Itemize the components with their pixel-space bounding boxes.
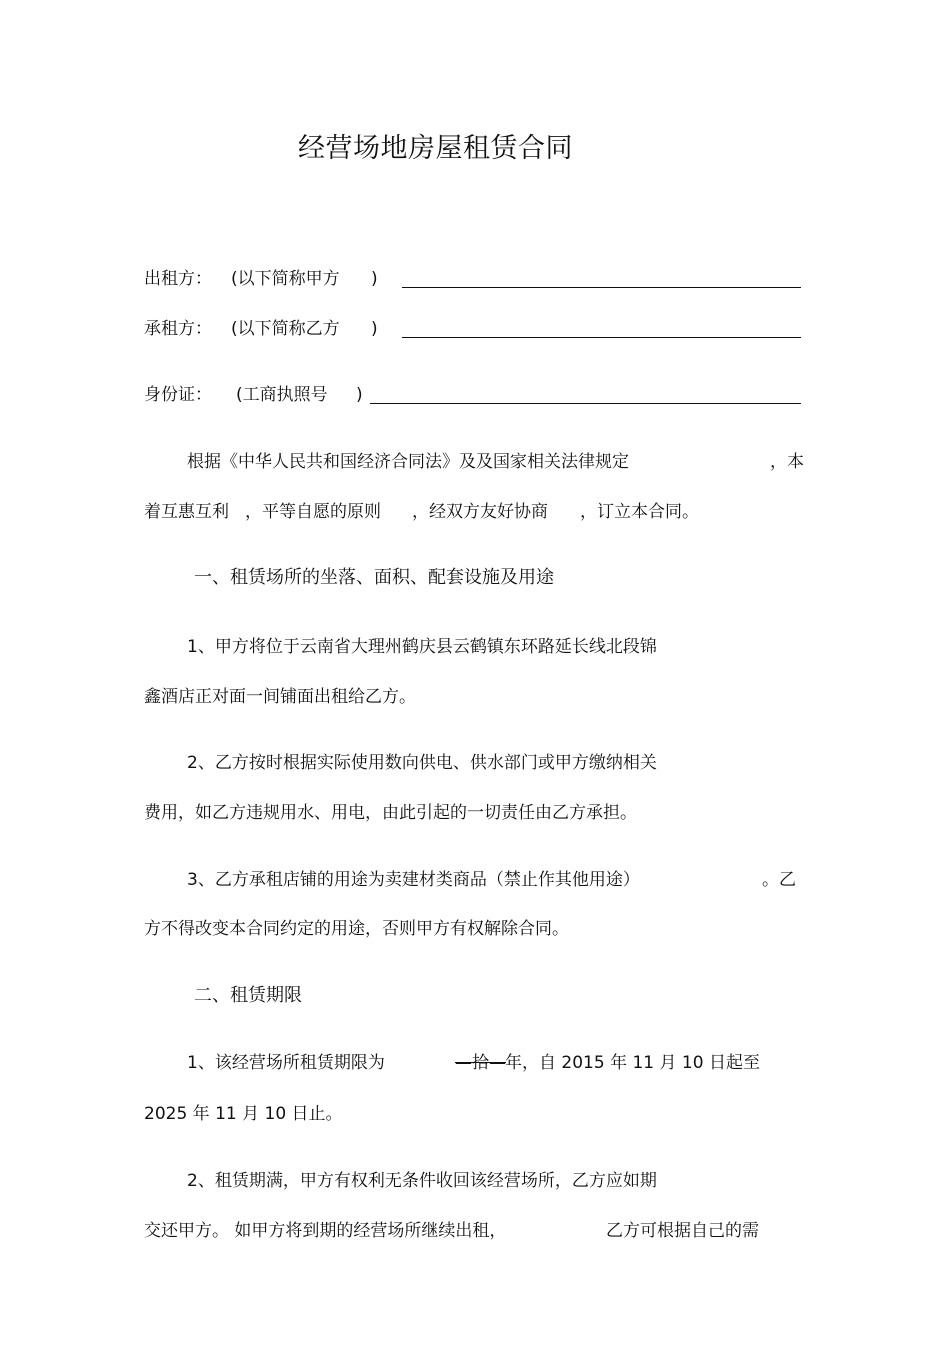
section-1-item-2-line-1: 2、乙方按时根据实际使用数向供电、供水部门或甲方缴纳相关 [187,753,657,773]
section-1-item-1-line-2: 鑫酒店正对面一间铺面出租给乙方。 [144,687,416,707]
term-value: 拾 [472,1053,489,1073]
lessee-note: (以下简称乙方 [231,319,340,339]
section-2-item-1-rest: 年，自 2015 年 11 月 10 日起至 [505,1053,760,1073]
section-2-item-2-line-2-end: 乙方可根据自己的需 [606,1221,759,1241]
document-title: 经营场地房屋租赁合同 [298,133,573,164]
section-1-item-1-line-1: 1、甲方将位于云南省大理州鹤庆县云鹤镇东环路延长线北段锦 [187,637,657,657]
section-2-item-1-prefix: 1、该经营场所租赁期限为 [187,1053,385,1073]
section-2-item-1-term: —拾— [455,1053,506,1073]
id-note: (工商执照号 [236,385,328,405]
section-2-item-2-line-1: 2、租赁期满，甲方有权利无条件收回该经营场所，乙方应如期 [187,1171,657,1191]
intro-line-1: 根据《中华人民共和国经济合同法》及及国家相关法律规定 [187,452,629,472]
section-1-heading: 一、租赁场所的坐落、面积、配套设施及用途 [194,567,554,588]
section-1-item-3-line-2: 方不得改变本合同约定的用途，否则甲方有权解除合同。 [144,919,569,939]
lessee-note-close: ) [371,319,378,339]
lessee-blank-line [402,337,801,338]
intro-line-2-part-1: 着互惠互利 [144,502,229,522]
intro-line-1-end: ，本 [770,452,804,472]
section-2-item-1-line-2: 2025 年 11 月 10 日止。 [144,1104,343,1124]
section-1-item-3-line-1: 3、乙方承租店铺的用途为卖建材类商品（禁止作其他用途） [187,870,640,890]
lessee-label: 承租方： [144,319,212,339]
id-label: 身份证： [144,385,212,405]
lessor-note: (以下简称甲方 [231,269,340,289]
intro-line-2-part-2: ，平等自愿的原则 [245,502,381,522]
lessor-blank-line [402,287,801,288]
intro-line-2-part-3: ，经双方友好协商 [412,502,548,522]
id-note-close: ) [356,385,363,405]
intro-line-2-part-4: ，订立本合同。 [580,502,699,522]
lessor-note-close: ) [371,269,378,289]
section-1-item-2-line-2: 费用，如乙方违规用水、用电，由此引起的一切责任由乙方承担。 [144,803,637,823]
section-1-item-3-line-1-end: 。乙 [762,870,796,890]
id-blank-line [370,403,801,404]
lessor-label: 出租方： [144,269,212,289]
section-2-item-2-line-2: 交还甲方。 如甲方将到期的经营场所继续出租， [144,1221,507,1241]
section-2-heading: 二、租赁期限 [194,985,302,1006]
